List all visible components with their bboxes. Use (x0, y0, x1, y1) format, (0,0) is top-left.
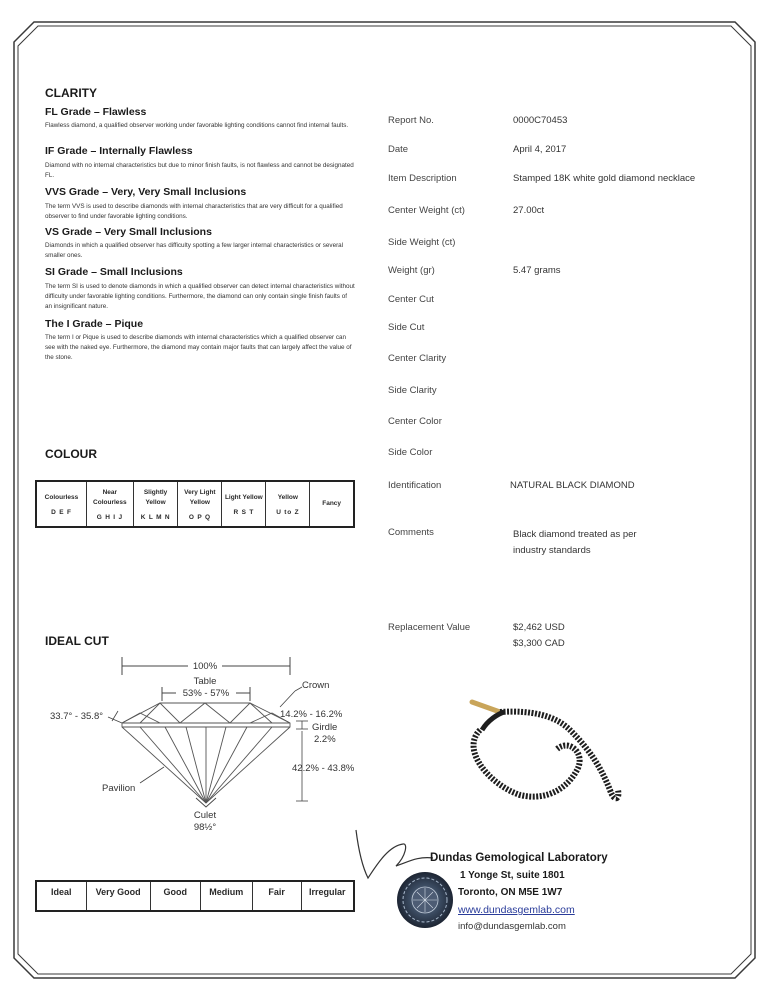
colour-cell (266, 481, 310, 527)
colour-grades: R S T (233, 508, 255, 516)
side-cut-label: Side Cut (388, 322, 425, 333)
item-description-label: Item Description (388, 173, 457, 184)
weight-value: 5.47 grams (513, 265, 561, 276)
cut-grade-irregular: Irregular (301, 881, 354, 911)
diagram-crown-angle: 33.7° - 35.8° (50, 711, 104, 722)
clarity-title: CLARITY (45, 86, 97, 100)
side-clarity-label: Side Clarity (388, 385, 437, 396)
replacement-value-usd: $2,462 USD (513, 622, 565, 633)
center-weight-value: 27.00ct (513, 205, 545, 216)
colour-cell (86, 481, 133, 527)
lab-address-1: 1 Yonge St, suite 1801 (460, 870, 565, 881)
lab-email[interactable]: info@dundasgemlab.com (458, 921, 566, 932)
diagram-girdle-value: 2.2% (314, 734, 336, 745)
item-description-value: Stamped 18K white gold diamond necklace (513, 173, 696, 184)
center-clarity-label: Center Clarity (388, 353, 447, 364)
cut-grade-table (35, 880, 355, 912)
center-color-label: Center Color (388, 416, 442, 427)
diagram-culet-value: 98½° (193, 822, 217, 833)
replacement-value-cad: $3,300 CAD (513, 638, 565, 649)
colour-grades: U to Z (276, 508, 300, 516)
cut-grade-medium: Medium (200, 881, 252, 911)
grade-fl-desc: Flawless diamond, a qualified observer working under favorable lighting conditions cannot find internal faults. (45, 122, 349, 129)
comments-value: Black diamond treated as per industry standards (513, 529, 637, 556)
lab-address-2: Toronto, ON M5E 1W7 (458, 887, 563, 898)
lab-name: Dundas Gemological Laboratory (430, 852, 608, 864)
colour-cell (222, 481, 266, 527)
diagram-table-label: Table (193, 676, 217, 687)
colour-grades: O P Q (188, 513, 211, 521)
weight-label: Weight (gr) (388, 265, 435, 276)
diagram-depth-label: 100% (192, 661, 218, 672)
diagram-pavilion-depth: 42.2% - 43.8% (292, 763, 355, 774)
diagram-girdle-label: Girdle (312, 722, 338, 733)
grade-si-desc: The term SI is used to denote diamonds in which a qualified observer can detect internal characteristics without difficulty under favorable lighting conditions. Furthermore, the diamond can only contain single finish faults of an insignificant nature. (45, 283, 355, 310)
diagram-culet-label: Culet (193, 810, 217, 821)
diagram-crown-height: 14.2% - 16.2% (280, 709, 343, 720)
grade-vvs-desc: The term VVS is used to describe diamonds with internal characteristics that are very difficult for a qualified observer to find under favorable lighting conditions. (45, 203, 343, 220)
grade-i-desc: The term I or Pique is used to describe diamonds with internal characteristics which a qualified observer can see with the naked eye. Furthermore, the diamond may contain major faults that can largely affect the value of the stone. (45, 334, 352, 361)
colour-name: Very Light Yellow (184, 488, 216, 506)
grade-if-title: IF Grade – Internally Flawless (45, 145, 193, 157)
diagram-crown-label: Crown (302, 680, 330, 691)
report-no-value: 0000C70453 (513, 115, 568, 126)
diagram-table-range: 53% - 57% (182, 688, 230, 699)
colour-name: Light Yellow (224, 493, 263, 501)
colour-cell (133, 481, 178, 527)
colour-scale-table (35, 480, 355, 528)
date-value: April 4, 2017 (513, 144, 567, 155)
comments-label: Comments (388, 527, 434, 538)
colour-title: COLOUR (45, 447, 97, 461)
necklace-photo (460, 690, 630, 815)
grade-vs-desc: Diamonds in which a qualified observer has difficulty spotting a few larger internal characteristics or several smaller ones. (45, 242, 344, 259)
cut-grade-good: Good (150, 881, 200, 911)
colour-cell (178, 481, 222, 527)
colour-name: Fancy (322, 500, 342, 507)
diagram-pavilion-label: Pavilion (102, 783, 136, 794)
report-no-label: Report No. (388, 115, 434, 126)
identification-label: Identification (388, 480, 442, 491)
identification-value: NATURAL BLACK DIAMOND (510, 480, 635, 491)
grade-i-title: The I Grade – Pique (45, 318, 144, 330)
side-weight-label: Side Weight (ct) (388, 237, 456, 248)
colour-name: Slightly Yellow (143, 488, 168, 506)
hologram-seal-icon (395, 870, 455, 935)
colour-grades: D E F (51, 508, 72, 516)
ideal-cut-title: IDEAL CUT (45, 634, 109, 648)
colour-grades: G H I J (96, 513, 123, 521)
grade-if-desc: Diamond with no internal characteristics but due to minor finish faults, is not flawless and cannot be designated FL. (45, 162, 354, 179)
cut-grade-very-good: Very Good (86, 881, 150, 911)
cut-grade-ideal: Ideal (36, 881, 86, 911)
ideal-cut-diagram (40, 655, 360, 840)
cut-grade-fair: Fair (252, 881, 301, 911)
colour-grades: K L M N (140, 513, 171, 521)
colour-name: Near Colourless (93, 488, 127, 506)
grade-fl-title: FL Grade – Flawless (45, 106, 147, 118)
colour-cell (36, 481, 86, 527)
grade-si-title: SI Grade – Small Inclusions (45, 266, 183, 278)
grade-vvs-title: VVS Grade – Very, Very Small Inclusions (45, 186, 247, 198)
colour-cell (310, 481, 354, 527)
center-cut-label: Center Cut (388, 294, 434, 305)
date-label: Date (388, 144, 409, 155)
grade-vs-title: VS Grade – Very Small Inclusions (45, 226, 212, 238)
colour-name: Yellow (277, 493, 298, 501)
colour-name: Colourless (44, 493, 79, 501)
replacement-value-label: Replacement Value (388, 622, 471, 633)
center-weight-label: Center Weight (ct) (388, 205, 465, 216)
lab-website-link[interactable]: www.dundasgemlab.com (458, 904, 575, 916)
side-color-label: Side Color (388, 447, 433, 458)
